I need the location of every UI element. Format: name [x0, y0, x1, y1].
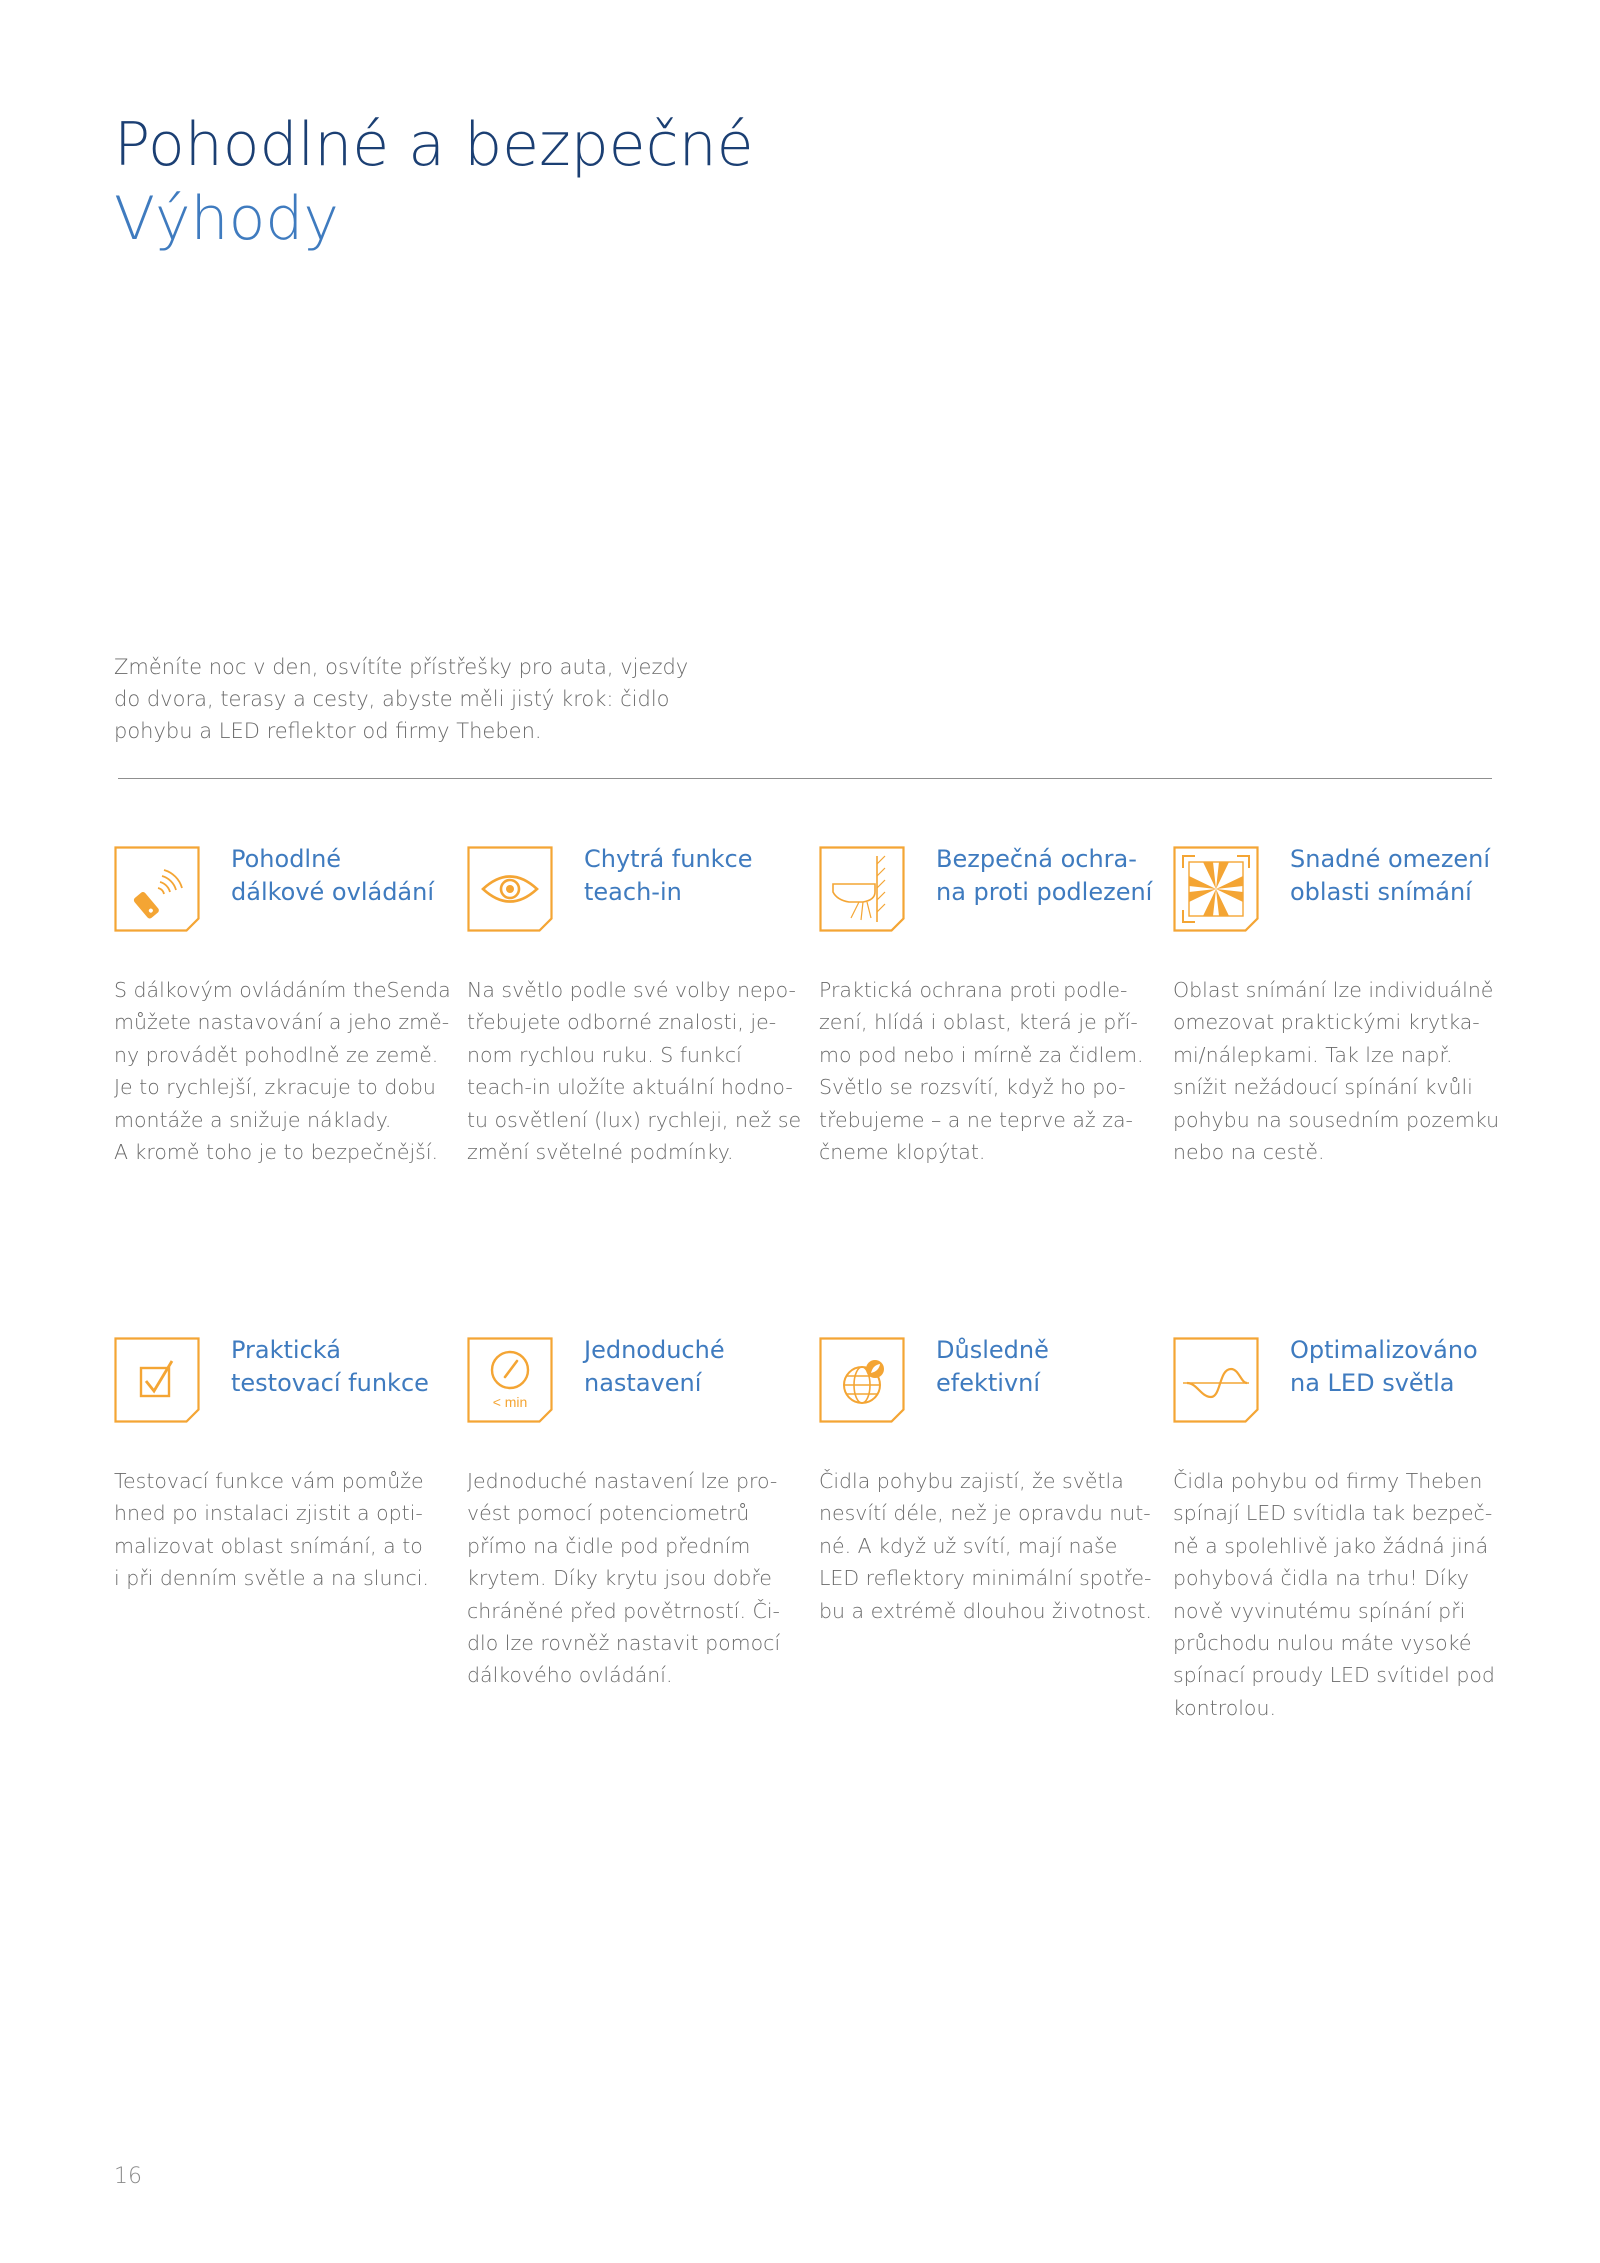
page-title — [114, 108, 754, 256]
feature-description: Čidla pohybu od firmy Theben spínají LED svítidla tak bezpeč- ně a spolehlivě jako žádná jiná pohybová čidla na trhu! Díky nově vyvinutému spínání při průchodu nulou máte vysoké spínací proudy LED svítidel pod kontrolou. — [1173, 1469, 1495, 1720]
page-number: 16 — [114, 2164, 142, 2189]
feature-title: Jednoduché nastavení — [584, 1336, 725, 1397]
intro-paragraph: Změníte noc v den, osvítíte přístřešky pro auta, vjezdy do dvora, terasy a cesty, abyste měli jistý krok: čidlo pohybu a LED reflektor od firmy Theben. — [114, 655, 689, 743]
feature-title: Pohodlné dálkové ovládání — [231, 845, 435, 906]
feature-description: S dálkovým ovládáním theSenda můžete nastavování a jeho změ- ny provádět pohodlně ze země. Je to rychlejší, zkracuje to dobu montáže a snižuje náklady. A kromě toho je to bezpečnější. — [114, 978, 451, 1165]
detection-area-icon — [1173, 846, 1259, 932]
feature-title: Chytrá funkce teach-in — [584, 845, 753, 906]
feature-description: Testovací funkce vám pomůže hned po instalaci zjistit a opti- malizovat oblast snímání, a to i při denním světle a na slunci. — [114, 1469, 429, 1591]
feature-title: Důsledně efektivní — [936, 1336, 1049, 1397]
checkbox-icon — [114, 1337, 200, 1423]
feature-title: Bezpečná ochra- na proti podlezení — [936, 845, 1153, 906]
feature-description: Oblast snímání lze individuálně omezovat praktickými krytka- mi/nálepkami. Tak lze např. snížit nežádoucí spínání kvůli pohybu na sousedním pozemku nebo na cestě. — [1173, 978, 1500, 1165]
sine-wave-icon — [1173, 1337, 1259, 1423]
feature-description: Na světlo podle své volby nepo- třebujete odborné znalosti, je- nom rychlou ruku. S funkcí teach-in uložíte aktuální hodno- tu osvětlení (lux) rychleji, než se změní světelné podmínky. — [467, 978, 802, 1165]
eco-globe-icon — [819, 1337, 905, 1423]
page-title-line-2: Výhody — [114, 184, 339, 254]
page-title-line-1: Pohodlné a bezpečné — [114, 110, 754, 180]
feature-description: Jednoduché nastavení lze pro- vést pomocí potenciometrů přímo na čidle pod předním krytem. Díky krytu jsou dobře chráněné před povětrností. Či- dlo lze rovněž nastavit pomocí dálkového ovládání. — [467, 1469, 781, 1688]
feature-description: Čidla pohybu zajistí, že světla nesvítí déle, než je opravdu nut- né. A když už svítí, mají naše LED reflektory minimální spotře- bu a extrémě dlouhou životnost. — [819, 1469, 1152, 1623]
feature-title: Snadné omezení oblasti snímání — [1290, 845, 1491, 906]
section-divider — [118, 778, 1492, 779]
feature-title: Praktická testovací funkce — [231, 1336, 429, 1397]
eye-icon — [467, 846, 553, 932]
gauge-icon — [467, 1337, 553, 1423]
underpass-protection-icon — [819, 846, 905, 932]
gauge-icon-label: < min — [492, 1394, 528, 1410]
remote-control-icon — [114, 846, 200, 932]
feature-description: Praktická ochrana proti podle- zení, hlídá i oblast, která je pří- mo pod nebo i mírně za čidlem. Světlo se rozsvítí, když ho po- třebujeme – a ne teprve až za- čneme klopýtat. — [819, 978, 1144, 1165]
feature-title: Optimalizováno na LED světla — [1290, 1336, 1478, 1397]
